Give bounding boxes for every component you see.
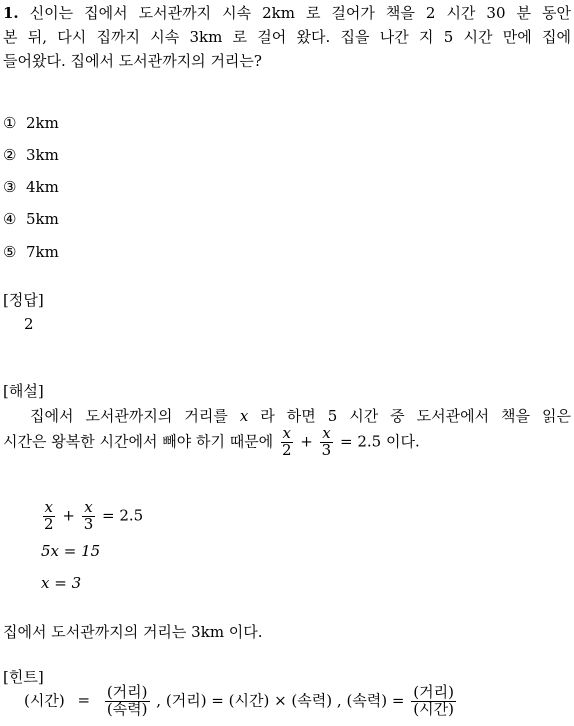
explanation-text-2b: 이다. [385, 432, 420, 451]
question-line-2: 본 뒤, 다시 집까지 시속 3km 로 걸어 왔다. 집을 나간 지 5 시간 만에 집에 [3, 28, 571, 46]
choice-4-text: 5km [26, 210, 59, 228]
hint-equals: = [77, 691, 91, 710]
choice-4[interactable] [3, 210, 59, 228]
fraction-numerator: x [84, 498, 93, 516]
choice-1[interactable] [3, 114, 59, 132]
choice-2-text: 3km [26, 146, 59, 164]
hint-formula-3: (속력) = [346, 691, 405, 710]
explanation-text-1b: 라 하면 5 시간 중 도서관에서 책을 읽은 [260, 407, 571, 425]
question-line-3: 들어왔다. 집에서 도서관까지의 거리는? [3, 52, 262, 70]
question-line-1 [3, 2, 571, 23]
fraction-numerator: x [44, 498, 53, 516]
answer-label: [정답] [3, 291, 44, 309]
explanation-conclusion: 집에서 도서관까지의 거리는 3km 이다. [3, 623, 263, 641]
choice-5-text: 7km [26, 243, 59, 261]
fraction-denominator: 2 [281, 440, 292, 459]
fraction-numerator: (거리) [106, 683, 148, 701]
question-number: 1. [3, 4, 19, 22]
plus-sign: + [300, 432, 313, 451]
choice-3-text: 4km [26, 178, 59, 196]
choice-4-mark: ④ [3, 210, 17, 228]
equation-step-1 [40, 500, 143, 533]
fraction-denominator: 2 [44, 514, 54, 533]
answer-value: 2 [24, 315, 34, 333]
choice-2-mark: ② [3, 146, 17, 164]
equation-rhs: = 2.5 [339, 432, 382, 451]
explanation-line-1 [30, 405, 571, 426]
hint-fraction-distance-over-time [411, 685, 456, 718]
explanation-label: [해설] [3, 382, 44, 400]
fraction-x-over-3 [320, 426, 334, 459]
hint-comma: , [336, 691, 342, 710]
fraction-denominator: (속력) [106, 699, 148, 718]
fraction-x-over-2 [42, 500, 56, 533]
fraction-denominator: 3 [321, 440, 332, 459]
plus-sign: + [62, 506, 75, 525]
equation-step-2: 5x = 15 [41, 542, 101, 560]
choice-5-mark: ⑤ [3, 243, 17, 261]
hint-label: [힌트] [3, 668, 44, 686]
hint-formulas [24, 685, 458, 718]
fraction-numerator: x [322, 424, 331, 442]
fraction-x-over-2 [280, 426, 294, 459]
hint-time: (시간) [24, 691, 65, 710]
hint-fraction-distance-over-speed [105, 685, 150, 718]
fraction-x-over-3 [82, 500, 96, 533]
question-text-1: 신이는 집에서 도서관까지 시속 2km 로 걸어가 책을 2 시간 30 분 동안 [29, 4, 571, 22]
equation-rhs: = 2.5 [102, 506, 144, 525]
explanation-line-2 [3, 426, 420, 459]
fraction-denominator: 3 [83, 514, 94, 533]
fraction-numerator: (거리) [413, 683, 454, 701]
equation-step-3: x = 3 [41, 574, 82, 592]
choice-2[interactable] [3, 146, 59, 164]
choice-5[interactable] [3, 243, 59, 261]
explanation-text-2a: 시간은 왕복한 시간에서 빼야 하기 때문에 [3, 432, 274, 451]
fraction-denominator: (시간) [413, 699, 454, 718]
choice-3-mark: ③ [3, 178, 17, 196]
explanation-text-1a: 집에서 도서관까지의 거리를 [30, 407, 228, 425]
fraction-numerator: x [282, 424, 291, 442]
hint-comma: , [156, 691, 162, 710]
hint-formula-2: (거리) = (시간) × (속력) [165, 691, 333, 710]
choice-1-mark: ① [3, 114, 17, 132]
choice-1-text: 2km [26, 114, 59, 132]
choice-3[interactable] [3, 178, 59, 196]
explanation-variable: x [239, 407, 249, 425]
